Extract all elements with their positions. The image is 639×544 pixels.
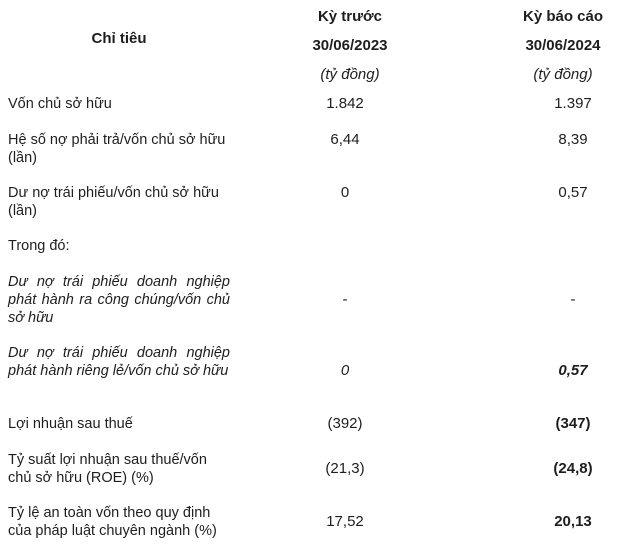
- previous-period-date: 30/06/2023: [312, 37, 388, 54]
- row-value-previous: -: [342, 291, 348, 308]
- row-label: Dư nợ trái phiếu doanh nghiệp phát hành riêng lẻ/vốn chủ sở hữu: [8, 345, 230, 379]
- row-label: Hệ số nợ phải trả/vốn chủ sở hữu (lần): [8, 132, 226, 166]
- row-label: Lợi nhuận sau thuế: [8, 416, 133, 432]
- row-value-previous: 0: [340, 184, 350, 201]
- row-value-current: (24,8): [553, 460, 593, 477]
- row-value-current: 0,57: [558, 362, 588, 379]
- previous-period-title: Kỳ trước: [317, 8, 383, 25]
- row-value-current: 20,13: [554, 513, 592, 530]
- row-label: Vốn chủ sở hữu: [8, 96, 112, 112]
- row-value-current: 8,39: [558, 131, 588, 148]
- column-header-current-period: [483, 2, 639, 89]
- row-label: Tỷ suất lợi nhuận sau thuế/vốn chủ sở hữu (ROE) (%): [8, 452, 207, 486]
- row-value-previous: 1.842: [326, 95, 364, 112]
- current-period-unit: (tỷ đồng): [533, 66, 593, 83]
- row-value-current: (347): [555, 415, 591, 432]
- row-value-previous: 17,52: [326, 513, 364, 530]
- row-label: Trong đó:: [8, 238, 70, 254]
- row-value-previous: 6,44: [330, 131, 360, 148]
- row-label: Tỷ lệ an toàn vốn theo quy định của pháp luật chuyên ngành (%): [8, 505, 217, 539]
- row-value-previous: (21,3): [325, 460, 365, 477]
- column-header-indicator: Chỉ tiêu: [91, 30, 147, 47]
- row-value-current: 1.397: [554, 95, 592, 112]
- row-label: Dư nợ trái phiếu/vốn chủ sở hữu (lần): [8, 185, 219, 219]
- current-period-title: Kỳ báo cáo: [522, 8, 604, 25]
- row-value-previous: 0: [340, 362, 350, 379]
- row-label: Dư nợ trái phiếu doanh nghiệp phát hành ra công chúng/vốn chủ sở hữu: [8, 274, 230, 326]
- column-header-previous-period: [270, 2, 430, 89]
- row-value-current: -: [570, 291, 576, 308]
- current-period-date: 30/06/2024: [525, 37, 601, 54]
- previous-period-unit: (tỷ đồng): [320, 66, 380, 83]
- row-value-current: 0,57: [558, 184, 588, 201]
- row-value-previous: (392): [327, 415, 363, 432]
